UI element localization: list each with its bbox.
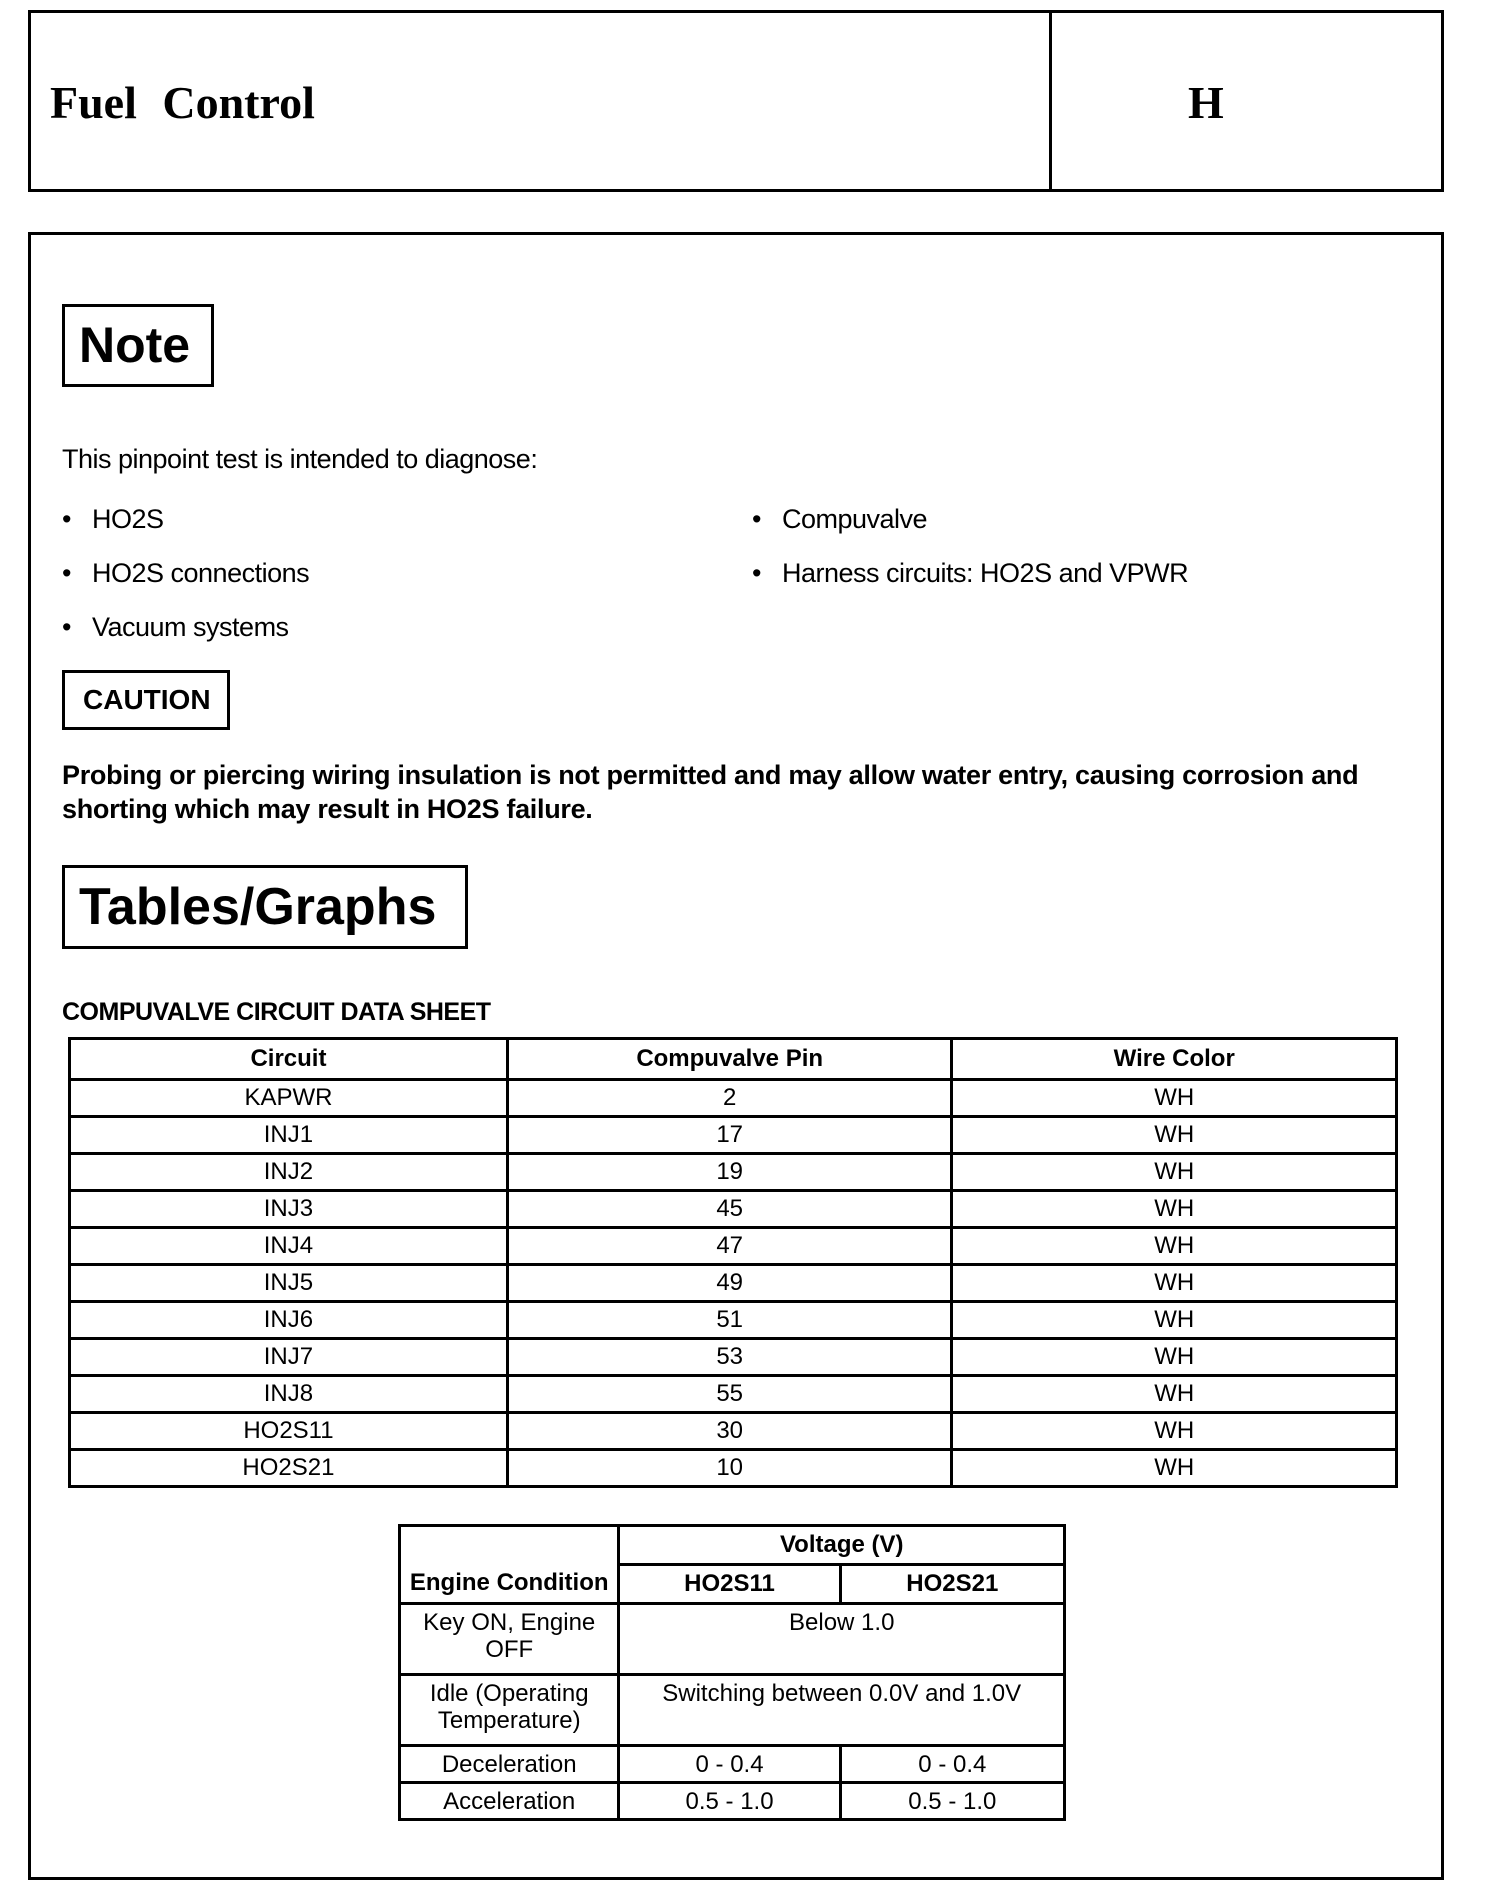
table-cell: WH [952,1191,1397,1228]
empty-header-cell [400,1526,619,1565]
voltage-cell: Below 1.0 [619,1604,1065,1675]
table-cell: WH [952,1080,1397,1117]
table-cell: INJ4 [70,1228,508,1265]
note-heading: Note [62,304,214,387]
column-header: Compuvalve Pin [507,1039,952,1080]
table-cell: HO2S21 [70,1450,508,1487]
table-cell: WH [952,1376,1397,1413]
table-cell: HO2S11 [70,1413,508,1450]
table-cell: WH [952,1339,1397,1376]
voltage-group-header: Voltage (V) [619,1526,1065,1565]
circuit-data-table [68,1037,1398,1488]
column-header: HO2S21 [840,1565,1064,1604]
table-row [70,1228,1397,1265]
table-row [70,1265,1397,1302]
condition-cell: Acceleration [400,1783,619,1820]
table-row [70,1302,1397,1339]
table-cell: 2 [507,1080,952,1117]
table-cell: 51 [507,1302,952,1339]
engine-condition-header: Engine Condition [400,1565,619,1604]
table-row [70,1080,1397,1117]
table-row [400,1783,1065,1820]
table-cell: 47 [507,1228,952,1265]
table-row [70,1376,1397,1413]
table-row [70,1117,1397,1154]
bullet-icon: • [62,612,71,642]
table-cell: INJ2 [70,1154,508,1191]
table-cell: 55 [507,1376,952,1413]
table-row [70,1154,1397,1191]
column-header: HO2S11 [619,1565,840,1604]
header-divider [1049,13,1052,189]
voltage-table [398,1524,1066,1821]
bullet-item: • Harness circuits: HO2S and VPWR [752,558,1189,588]
table-cell: INJ1 [70,1117,508,1154]
bullet-item: • HO2S connections [62,558,310,588]
table-row [70,1191,1397,1228]
table-cell: WH [952,1154,1397,1191]
caution-text: Probing or piercing wiring insulation is not permitted and may allow water entry, causing corrosion and shorting which may result in HO2S failure. [62,760,1359,824]
column-header: Circuit [70,1039,508,1080]
voltage-cell: 0.5 - 1.0 [840,1783,1064,1820]
voltage-table-body [400,1604,1065,1820]
table-cell: 19 [507,1154,952,1191]
table-cell: INJ6 [70,1302,508,1339]
voltage-cell: 0 - 0.4 [619,1746,840,1783]
table-row [400,1746,1065,1783]
bullet-item: • Compuvalve [752,504,928,534]
voltage-cell: Switching between 0.0V and 1.0V [619,1675,1065,1746]
table-cell: KAPWR [70,1080,508,1117]
table-cell: INJ5 [70,1265,508,1302]
table-row [400,1604,1065,1675]
table-cell: WH [952,1413,1397,1450]
caution-heading: CAUTION [62,670,230,730]
column-header: Wire Color [952,1039,1397,1080]
table-cell: 49 [507,1265,952,1302]
note-intro: This pinpoint test is intended to diagnose: [62,444,538,474]
condition-cell: Idle (Operating Temperature) [400,1675,619,1746]
condition-cell: Key ON, Engine OFF [400,1604,619,1675]
table-header-row [400,1526,1065,1565]
table-header-row [70,1039,1397,1080]
section-letter: H [1188,77,1224,128]
table-cell: 53 [507,1339,952,1376]
table-cell: WH [952,1265,1397,1302]
data-sheet-title: COMPUVALVE CIRCUIT DATA SHEET [62,998,491,1026]
table-cell: INJ8 [70,1376,508,1413]
bullet-icon: • [752,558,761,588]
table-cell: WH [952,1450,1397,1487]
voltage-cell: 0 - 0.4 [840,1746,1064,1783]
table-row [400,1675,1065,1746]
table-row [70,1450,1397,1487]
table-cell: WH [952,1302,1397,1339]
table-cell: INJ3 [70,1191,508,1228]
table-cell: 17 [507,1117,952,1154]
table-cell: 30 [507,1413,952,1450]
bullet-icon: • [62,558,71,588]
table-cell: 45 [507,1191,952,1228]
bullet-icon: • [752,504,761,534]
voltage-cell: 0.5 - 1.0 [619,1783,840,1820]
condition-cell: Deceleration [400,1746,619,1783]
bullet-icon: • [62,504,71,534]
table-cell: WH [952,1117,1397,1154]
table-cell: INJ7 [70,1339,508,1376]
table-row [70,1339,1397,1376]
bullet-item: • Vacuum systems [62,612,289,642]
circuit-table-body [70,1080,1397,1487]
table-cell: WH [952,1228,1397,1265]
table-header-row [400,1565,1065,1604]
bullet-item: • HO2S [62,504,164,534]
table-row [70,1413,1397,1450]
table-cell: 10 [507,1450,952,1487]
tables-graphs-heading: Tables/Graphs [62,865,468,949]
page-title: Fuel Control [50,77,315,128]
